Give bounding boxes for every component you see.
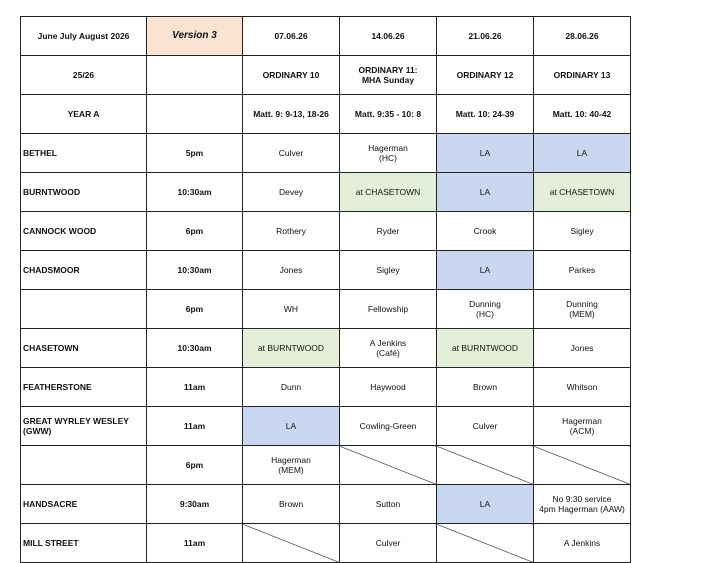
- service-time: 10:30am: [147, 251, 243, 290]
- table-row: [21, 485, 631, 524]
- preaching-plan-table: [20, 16, 631, 563]
- preacher-cell: Sigley: [340, 251, 437, 290]
- preacher-cell: Hagerman (HC): [340, 134, 437, 173]
- date-header: 21.06.26: [437, 17, 534, 56]
- service-time: 6pm: [147, 446, 243, 485]
- service-time: 10:30am: [147, 329, 243, 368]
- year-code: 25/26: [21, 56, 147, 95]
- reading-header: Matt. 10: 40-42: [534, 95, 631, 134]
- preacher-cell: LA: [437, 251, 534, 290]
- service-time: 6pm: [147, 290, 243, 329]
- service-time: 5pm: [147, 134, 243, 173]
- service-time: 11am: [147, 524, 243, 563]
- preacher-cell: Dunn: [243, 368, 340, 407]
- preacher-cell: Haywood: [340, 368, 437, 407]
- empty-cell: [147, 56, 243, 95]
- preacher-cell: A Jenkins: [534, 524, 631, 563]
- date-header: 07.06.26: [243, 17, 340, 56]
- table-row: [21, 407, 631, 446]
- preacher-cell: at CHASETOWN: [340, 173, 437, 212]
- church-name: FEATHERSTONE: [21, 368, 147, 407]
- church-name: CANNOCK WOOD: [21, 212, 147, 251]
- preacher-cell: LA: [437, 134, 534, 173]
- preacher-cell: LA: [437, 173, 534, 212]
- church-name: [21, 290, 147, 329]
- date-header: 14.06.26: [340, 17, 437, 56]
- header-row-ordinaries: [21, 56, 631, 95]
- church-name: GREAT WYRLEY WESLEY (GWW): [21, 407, 147, 446]
- table-row: [21, 329, 631, 368]
- church-name: CHADSMOOR: [21, 251, 147, 290]
- table-row: [21, 251, 631, 290]
- reading-header: Matt. 9: 9-13, 18-26: [243, 95, 340, 134]
- no-service-cell: [534, 446, 631, 485]
- ordinary-header: ORDINARY 13: [534, 56, 631, 95]
- preacher-cell: No 9:30 service 4pm Hagerman (AAW): [534, 485, 631, 524]
- service-time: 11am: [147, 407, 243, 446]
- ordinary-header: ORDINARY 10: [243, 56, 340, 95]
- plan-period: June July August 2026: [21, 17, 147, 56]
- church-name: MILL STREET: [21, 524, 147, 563]
- preacher-cell: Crook: [437, 212, 534, 251]
- date-header: 28.06.26: [534, 17, 631, 56]
- preacher-cell: A Jenkins (Café): [340, 329, 437, 368]
- reading-header: Matt. 10: 24-39: [437, 95, 534, 134]
- preacher-cell: Sutton: [340, 485, 437, 524]
- preacher-cell: LA: [534, 134, 631, 173]
- service-time: 11am: [147, 368, 243, 407]
- reading-header: Matt. 9:35 - 10: 8: [340, 95, 437, 134]
- church-name: HANDSACRE: [21, 485, 147, 524]
- no-service-cell: [340, 446, 437, 485]
- preacher-cell: Whitson: [534, 368, 631, 407]
- preacher-cell: Devey: [243, 173, 340, 212]
- preacher-cell: LA: [437, 485, 534, 524]
- preacher-cell: Hagerman (MEM): [243, 446, 340, 485]
- church-name: CHASETOWN: [21, 329, 147, 368]
- preacher-cell: at CHASETOWN: [534, 173, 631, 212]
- empty-cell: [147, 95, 243, 134]
- header-row-dates: [21, 17, 631, 56]
- lectionary-year: YEAR A: [21, 95, 147, 134]
- preacher-cell: Brown: [437, 368, 534, 407]
- preacher-cell: Parkes: [534, 251, 631, 290]
- preacher-cell: Brown: [243, 485, 340, 524]
- table-row: [21, 173, 631, 212]
- preacher-cell: Ryder: [340, 212, 437, 251]
- church-name: BETHEL: [21, 134, 147, 173]
- church-name: BURNTWOOD: [21, 173, 147, 212]
- preacher-cell: Jones: [534, 329, 631, 368]
- table-row: [21, 368, 631, 407]
- preacher-cell: at BURNTWOOD: [437, 329, 534, 368]
- preacher-cell: WH: [243, 290, 340, 329]
- table-row: [21, 290, 631, 329]
- preacher-cell: Sigley: [534, 212, 631, 251]
- preacher-cell: Rothery: [243, 212, 340, 251]
- preacher-cell: at BURNTWOOD: [243, 329, 340, 368]
- header-row-readings: [21, 95, 631, 134]
- table-row: [21, 524, 631, 563]
- service-time: 9:30am: [147, 485, 243, 524]
- version-label: Version 3: [147, 17, 243, 56]
- preacher-cell: Jones: [243, 251, 340, 290]
- preacher-cell: Culver: [437, 407, 534, 446]
- ordinary-header: ORDINARY 11: MHA Sunday: [340, 56, 437, 95]
- preacher-cell: Hagerman (ACM): [534, 407, 631, 446]
- preacher-cell: Dunning (HC): [437, 290, 534, 329]
- service-time: 10:30am: [147, 173, 243, 212]
- table-row: [21, 134, 631, 173]
- preacher-cell: Dunning (MEM): [534, 290, 631, 329]
- preacher-cell: Fellowship: [340, 290, 437, 329]
- no-service-cell: [243, 524, 340, 563]
- no-service-cell: [437, 524, 534, 563]
- preacher-cell: Cowling-Green: [340, 407, 437, 446]
- table-row: [21, 212, 631, 251]
- preacher-cell: Culver: [243, 134, 340, 173]
- table-row: [21, 446, 631, 485]
- service-time: 6pm: [147, 212, 243, 251]
- ordinary-header: ORDINARY 12: [437, 56, 534, 95]
- preacher-cell: Culver: [340, 524, 437, 563]
- church-name: [21, 446, 147, 485]
- preacher-cell: LA: [243, 407, 340, 446]
- no-service-cell: [437, 446, 534, 485]
